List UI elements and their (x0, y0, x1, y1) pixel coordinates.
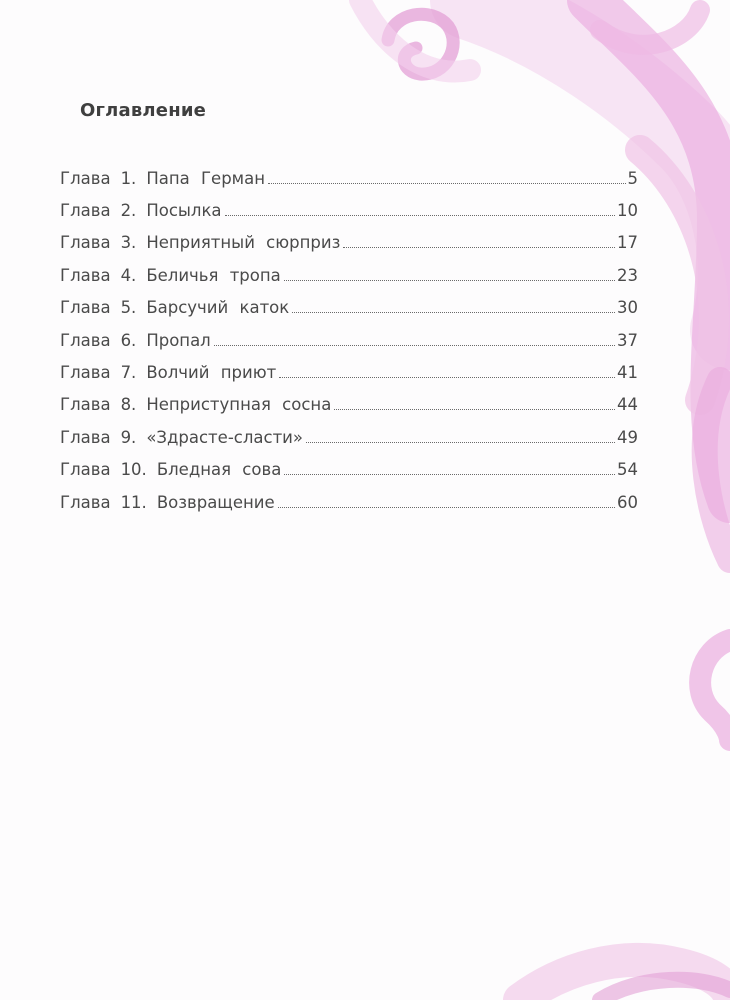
toc-entry-leader-dots (214, 345, 615, 346)
toc-entry-chapter-number: 8. (120, 395, 137, 415)
toc-entry-chapter-number: 7. (120, 363, 137, 383)
toc-entry-chapter-number: 11. (120, 492, 147, 512)
toc-entry (60, 292, 638, 324)
toc-entry-chapter-number: 1. (120, 168, 137, 188)
toc-entry-chapter-number: 10. (120, 460, 147, 480)
bottom-right-swirl-ornament (520, 640, 730, 1000)
toc-entry-chapter-number: 9. (120, 427, 137, 447)
toc-entry-page: 60 (617, 492, 638, 512)
toc-entry-chapter-word: Глава (60, 427, 111, 447)
toc-entry-chapter-word: Глава (60, 330, 111, 350)
toc-entry-page: 5 (627, 168, 638, 188)
toc-entry-title: Неприятный сюрприз (146, 233, 341, 253)
toc-entry (60, 421, 638, 453)
toc-entry (60, 486, 638, 518)
toc-entry-title: Папа Герман (146, 168, 266, 188)
toc-entry (60, 454, 638, 486)
toc-entry-leader-dots (343, 247, 615, 248)
toc-entry-page: 54 (617, 460, 638, 480)
toc-entry-chapter-word: Глава (60, 492, 111, 512)
toc-entry-chapter-number: 4. (120, 265, 137, 285)
toc-entry-chapter-number: 3. (120, 233, 137, 253)
toc-entry (60, 227, 638, 259)
toc-entry-chapter-word: Глава (60, 363, 111, 383)
toc-entry-leader-dots (292, 312, 615, 313)
toc-entry-page: 41 (617, 363, 638, 383)
toc-entry-chapter-word: Глава (60, 395, 111, 415)
toc-entry-page: 30 (617, 298, 638, 318)
toc-title: Оглавление (80, 100, 207, 121)
toc-entry-leader-dots (278, 507, 615, 508)
toc-entry-title: Барсучий каток (146, 298, 290, 318)
toc-entry-page: 49 (617, 427, 638, 447)
toc-entry-page: 44 (617, 395, 638, 415)
toc-entry-chapter-word: Глава (60, 168, 111, 188)
toc-entry-title: Возвращение (156, 492, 275, 512)
toc-entry-page: 17 (617, 233, 638, 253)
toc-entry-title: «Здрасте-сласти» (146, 427, 303, 447)
toc-entry-chapter-word: Глава (60, 265, 111, 285)
toc-entry-chapter-number: 6. (120, 330, 137, 350)
toc-entry-title: Волчий приют (146, 363, 277, 383)
toc-entry (60, 259, 638, 291)
toc-entry-title: Беличья тропа (146, 265, 281, 285)
toc-entry (60, 324, 638, 356)
toc-entry-chapter-word: Глава (60, 298, 111, 318)
toc-entry-leader-dots (284, 280, 615, 281)
toc-entry-chapter-word: Глава (60, 233, 111, 253)
toc-entry-leader-dots (334, 409, 615, 410)
toc-entry-page: 10 (617, 201, 638, 221)
toc-entry-title: Неприступная сосна (146, 395, 332, 415)
toc-entry-title: Пропал (146, 330, 211, 350)
toc-entry-page: 37 (617, 330, 638, 350)
toc-entry (60, 389, 638, 421)
toc-list (60, 162, 638, 518)
toc-entry (60, 194, 638, 226)
toc-entry-page: 23 (617, 265, 638, 285)
toc-entry (60, 356, 638, 388)
toc-entry-leader-dots (268, 183, 625, 184)
toc-entry-chapter-number: 5. (120, 298, 137, 318)
toc-entry-leader-dots (279, 377, 615, 378)
toc-entry-leader-dots (225, 215, 615, 216)
toc-entry-leader-dots (306, 442, 615, 443)
toc-entry-leader-dots (284, 474, 615, 475)
toc-entry-chapter-number: 2. (120, 201, 137, 221)
toc-entry-chapter-word: Глава (60, 460, 111, 480)
toc-entry (60, 162, 638, 194)
toc-entry-chapter-word: Глава (60, 201, 111, 221)
toc-entry-title: Посылка (146, 201, 222, 221)
toc-entry-title: Бледная сова (156, 460, 282, 480)
